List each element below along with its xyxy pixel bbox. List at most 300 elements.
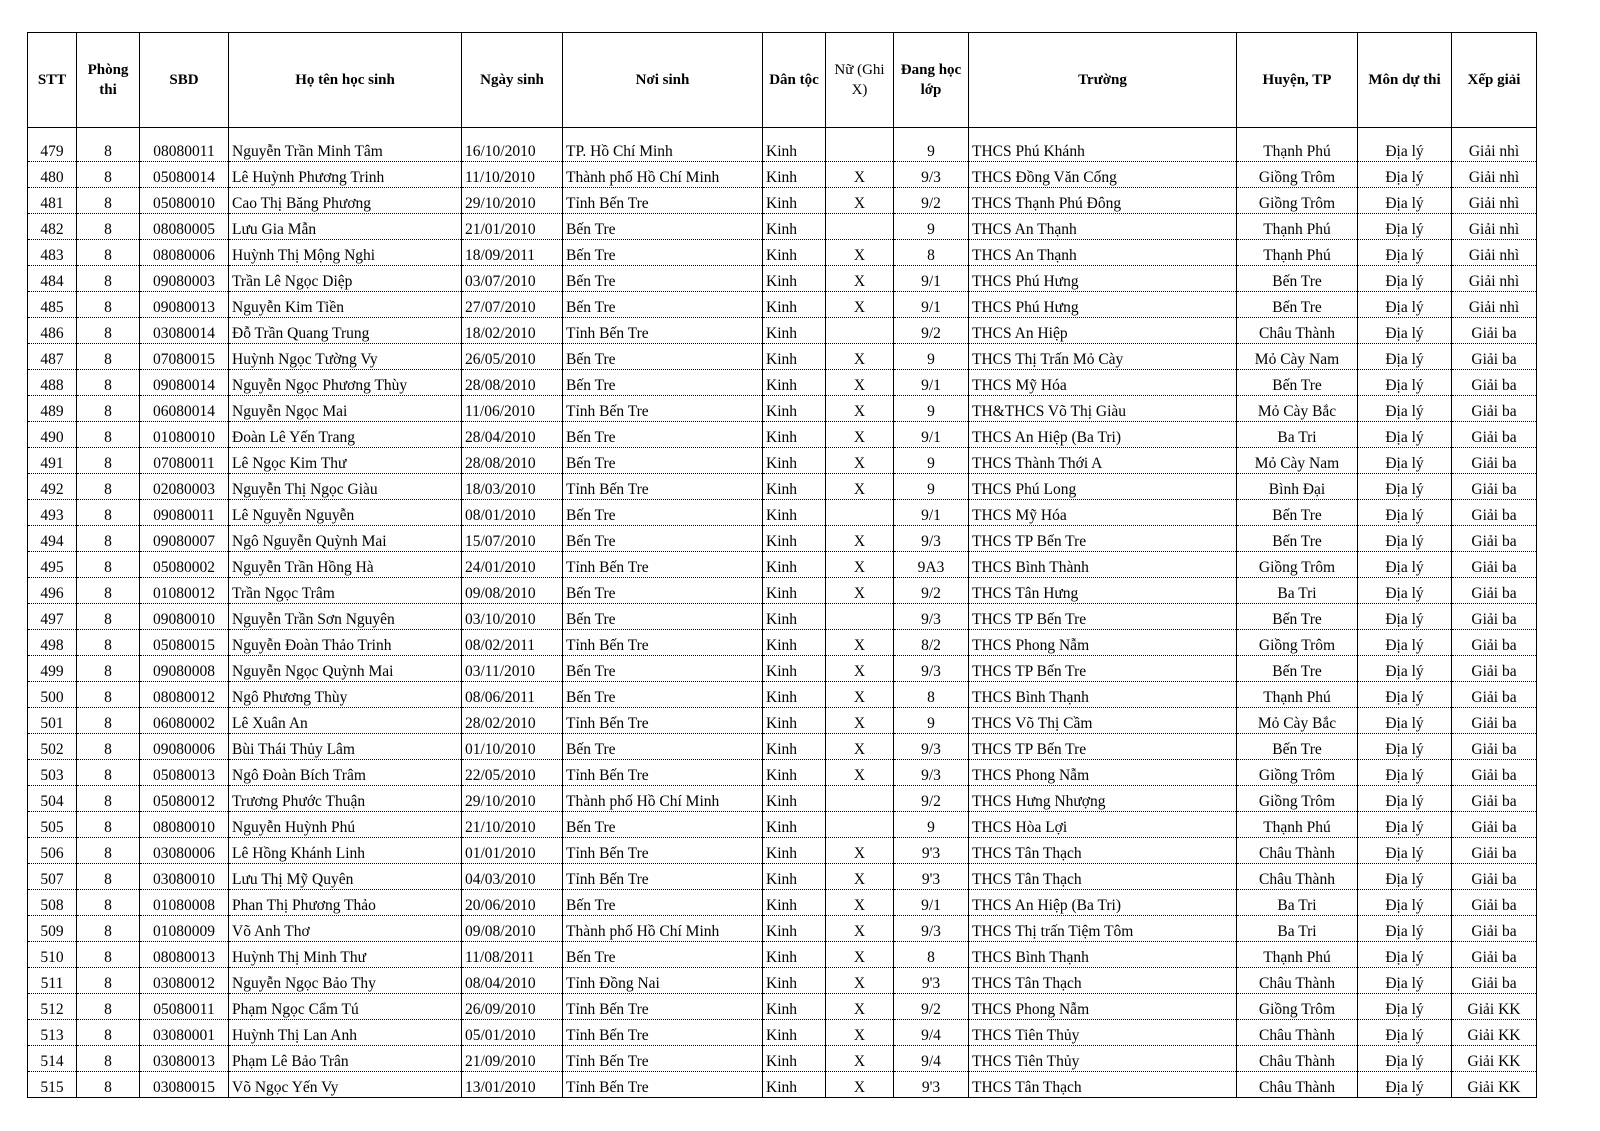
cell-lop: 9/3 (894, 656, 969, 682)
cell-nu: X (826, 552, 894, 578)
cell-sbd: 03080012 (140, 968, 229, 994)
cell-lop: 9 (894, 128, 969, 162)
cell-mon: Địa lý (1358, 786, 1452, 812)
cell-sbd: 08080011 (140, 128, 229, 162)
cell-sbd: 05080010 (140, 188, 229, 214)
cell-noi-sinh: Bến Tre (563, 682, 763, 708)
cell-ho-ten: Huỳnh Thị Lan Anh (229, 1020, 462, 1046)
cell-mon: Địa lý (1358, 916, 1452, 942)
table-row (28, 708, 1537, 734)
cell-noi-sinh: Bến Tre (563, 942, 763, 968)
cell-mon: Địa lý (1358, 448, 1452, 474)
cell-ngay-sinh: 08/04/2010 (462, 968, 563, 994)
cell-dan-toc: Kinh (763, 838, 826, 864)
cell-mon: Địa lý (1358, 188, 1452, 214)
cell-dan-toc: Kinh (763, 162, 826, 188)
cell-phong-thi: 8 (77, 526, 140, 552)
cell-ngay-sinh: 20/06/2010 (462, 890, 563, 916)
cell-stt: 489 (28, 396, 77, 422)
cell-lop: 9/1 (894, 422, 969, 448)
cell-ngay-sinh: 09/08/2010 (462, 916, 563, 942)
cell-giai: Giải nhì (1452, 292, 1537, 318)
cell-phong-thi: 8 (77, 916, 140, 942)
cell-giai: Giải ba (1452, 812, 1537, 838)
cell-ngay-sinh: 18/03/2010 (462, 474, 563, 500)
cell-mon: Địa lý (1358, 422, 1452, 448)
cell-nu: X (826, 968, 894, 994)
cell-dan-toc: Kinh (763, 128, 826, 162)
cell-phong-thi: 8 (77, 162, 140, 188)
cell-giai: Giải nhì (1452, 162, 1537, 188)
cell-lop: 8 (894, 682, 969, 708)
cell-ho-ten: Huỳnh Thị Mộng Nghi (229, 240, 462, 266)
cell-ho-ten: Phạm Lê Bảo Trân (229, 1046, 462, 1072)
cell-ho-ten: Nguyễn Thị Ngọc Giàu (229, 474, 462, 500)
cell-stt: 494 (28, 526, 77, 552)
col-header-mon: Môn dự thi (1358, 33, 1452, 128)
cell-noi-sinh: Tỉnh Bến Tre (563, 1072, 763, 1098)
cell-noi-sinh: Bến Tre (563, 214, 763, 240)
cell-noi-sinh: Thành phố Hồ Chí Minh (563, 162, 763, 188)
cell-huyen: Ba Tri (1237, 578, 1358, 604)
cell-ngay-sinh: 26/05/2010 (462, 344, 563, 370)
cell-noi-sinh: Tỉnh Bến Tre (563, 552, 763, 578)
cell-sbd: 09080011 (140, 500, 229, 526)
cell-mon: Địa lý (1358, 578, 1452, 604)
cell-truong: THCS TP Bến Tre (969, 604, 1237, 630)
cell-ho-ten: Phạm Ngọc Cẩm Tú (229, 994, 462, 1020)
cell-dan-toc: Kinh (763, 526, 826, 552)
cell-huyen: Thạnh Phú (1237, 942, 1358, 968)
table-row (28, 786, 1537, 812)
cell-sbd: 08080006 (140, 240, 229, 266)
cell-huyen: Bến Tre (1237, 500, 1358, 526)
cell-giai: Giải ba (1452, 474, 1537, 500)
cell-mon: Địa lý (1358, 734, 1452, 760)
cell-nu: X (826, 292, 894, 318)
table-row (28, 942, 1537, 968)
cell-giai: Giải KK (1452, 1020, 1537, 1046)
cell-stt: 481 (28, 188, 77, 214)
cell-lop: 9A3 (894, 552, 969, 578)
cell-giai: Giải ba (1452, 682, 1537, 708)
cell-truong: THCS Hưng Nhượng (969, 786, 1237, 812)
cell-noi-sinh: Bến Tre (563, 656, 763, 682)
cell-ngay-sinh: 03/07/2010 (462, 266, 563, 292)
cell-ngay-sinh: 28/08/2010 (462, 370, 563, 396)
cell-ho-ten: Phan Thị Phương Thảo (229, 890, 462, 916)
cell-ngay-sinh: 09/08/2010 (462, 578, 563, 604)
cell-ngay-sinh: 29/10/2010 (462, 188, 563, 214)
cell-stt: 511 (28, 968, 77, 994)
cell-ngay-sinh: 18/02/2010 (462, 318, 563, 344)
cell-lop: 9 (894, 344, 969, 370)
table-row (28, 162, 1537, 188)
cell-phong-thi: 8 (77, 630, 140, 656)
cell-truong: THCS Bình Thạnh (969, 942, 1237, 968)
cell-phong-thi: 8 (77, 240, 140, 266)
cell-truong: THCS An Thạnh (969, 240, 1237, 266)
cell-mon: Địa lý (1358, 812, 1452, 838)
cell-noi-sinh: Bến Tre (563, 240, 763, 266)
cell-nu: X (826, 188, 894, 214)
cell-mon: Địa lý (1358, 1046, 1452, 1072)
table-row (28, 396, 1537, 422)
cell-noi-sinh: Tỉnh Bến Tre (563, 396, 763, 422)
cell-dan-toc: Kinh (763, 578, 826, 604)
cell-ngay-sinh: 21/10/2010 (462, 812, 563, 838)
cell-phong-thi: 8 (77, 344, 140, 370)
cell-sbd: 06080002 (140, 708, 229, 734)
cell-stt: 506 (28, 838, 77, 864)
cell-stt: 485 (28, 292, 77, 318)
cell-mon: Địa lý (1358, 240, 1452, 266)
table-row (28, 1020, 1537, 1046)
table-row (28, 968, 1537, 994)
cell-dan-toc: Kinh (763, 266, 826, 292)
col-header-ngay-sinh: Ngày sinh (462, 33, 563, 128)
cell-phong-thi: 8 (77, 890, 140, 916)
table-row (28, 1072, 1537, 1098)
cell-ngay-sinh: 16/10/2010 (462, 128, 563, 162)
cell-truong: THCS Tân Thạch (969, 968, 1237, 994)
cell-noi-sinh: Tỉnh Bến Tre (563, 630, 763, 656)
table-row (28, 656, 1537, 682)
cell-ho-ten: Lưu Gia Mẫn (229, 214, 462, 240)
cell-stt: 497 (28, 604, 77, 630)
cell-sbd: 08080012 (140, 682, 229, 708)
cell-stt: 484 (28, 266, 77, 292)
cell-lop: 9/3 (894, 604, 969, 630)
cell-huyen: Mỏ Cày Bắc (1237, 396, 1358, 422)
cell-sbd: 09080003 (140, 266, 229, 292)
cell-phong-thi: 8 (77, 1072, 140, 1098)
cell-phong-thi: 8 (77, 994, 140, 1020)
cell-sbd: 03080001 (140, 1020, 229, 1046)
cell-mon: Địa lý (1358, 890, 1452, 916)
cell-dan-toc: Kinh (763, 734, 826, 760)
cell-ngay-sinh: 11/06/2010 (462, 396, 563, 422)
cell-stt: 507 (28, 864, 77, 890)
cell-huyen: Châu Thành (1237, 318, 1358, 344)
cell-sbd: 03080014 (140, 318, 229, 344)
cell-truong: THCS Mỹ Hóa (969, 370, 1237, 396)
cell-stt: 482 (28, 214, 77, 240)
cell-nu: X (826, 162, 894, 188)
cell-phong-thi: 8 (77, 656, 140, 682)
cell-phong-thi: 8 (77, 500, 140, 526)
cell-ngay-sinh: 04/03/2010 (462, 864, 563, 890)
cell-nu: X (826, 578, 894, 604)
cell-ngay-sinh: 15/07/2010 (462, 526, 563, 552)
cell-lop: 9/3 (894, 162, 969, 188)
cell-ngay-sinh: 28/08/2010 (462, 448, 563, 474)
cell-noi-sinh: Tỉnh Bến Tre (563, 188, 763, 214)
cell-huyen: Châu Thành (1237, 1046, 1358, 1072)
cell-lop: 9'3 (894, 864, 969, 890)
cell-sbd: 01080008 (140, 890, 229, 916)
cell-sbd: 08080010 (140, 812, 229, 838)
table-row (28, 760, 1537, 786)
cell-nu: X (826, 708, 894, 734)
cell-noi-sinh: Bến Tre (563, 448, 763, 474)
cell-dan-toc: Kinh (763, 370, 826, 396)
cell-ho-ten: Lê Xuân An (229, 708, 462, 734)
cell-nu: X (826, 1046, 894, 1072)
cell-phong-thi: 8 (77, 128, 140, 162)
cell-dan-toc: Kinh (763, 344, 826, 370)
cell-huyen: Châu Thành (1237, 864, 1358, 890)
col-header-phong-thi: Phòng thi (77, 33, 140, 128)
cell-dan-toc: Kinh (763, 604, 826, 630)
cell-stt: 515 (28, 1072, 77, 1098)
cell-noi-sinh: Bến Tre (563, 292, 763, 318)
cell-sbd: 05080015 (140, 630, 229, 656)
cell-noi-sinh: Bến Tre (563, 266, 763, 292)
cell-noi-sinh: Tỉnh Bến Tre (563, 708, 763, 734)
table-row (28, 890, 1537, 916)
cell-nu: X (826, 370, 894, 396)
cell-truong: THCS Phong Nẫm (969, 630, 1237, 656)
cell-noi-sinh: Bến Tre (563, 422, 763, 448)
cell-mon: Địa lý (1358, 1072, 1452, 1098)
cell-ho-ten: Ngô Đoàn Bích Trâm (229, 760, 462, 786)
cell-giai: Giải ba (1452, 708, 1537, 734)
cell-mon: Địa lý (1358, 708, 1452, 734)
cell-sbd: 09080013 (140, 292, 229, 318)
cell-phong-thi: 8 (77, 734, 140, 760)
cell-stt: 509 (28, 916, 77, 942)
table-row (28, 864, 1537, 890)
table-row (28, 292, 1537, 318)
cell-truong: THCS Mỹ Hóa (969, 500, 1237, 526)
cell-giai: Giải ba (1452, 526, 1537, 552)
results-table (27, 32, 1537, 1098)
cell-noi-sinh: Bến Tre (563, 370, 763, 396)
cell-giai: Giải nhì (1452, 240, 1537, 266)
cell-dan-toc: Kinh (763, 682, 826, 708)
cell-mon: Địa lý (1358, 474, 1452, 500)
cell-sbd: 07080011 (140, 448, 229, 474)
cell-stt: 488 (28, 370, 77, 396)
cell-dan-toc: Kinh (763, 318, 826, 344)
cell-ngay-sinh: 28/02/2010 (462, 708, 563, 734)
cell-huyen: Giồng Trôm (1237, 994, 1358, 1020)
cell-noi-sinh: Tỉnh Bến Tre (563, 474, 763, 500)
cell-dan-toc: Kinh (763, 422, 826, 448)
cell-lop: 9/1 (894, 266, 969, 292)
cell-nu: X (826, 422, 894, 448)
col-header-truong: Trường (969, 33, 1237, 128)
cell-mon: Địa lý (1358, 526, 1452, 552)
cell-noi-sinh: Bến Tre (563, 734, 763, 760)
cell-dan-toc: Kinh (763, 916, 826, 942)
cell-phong-thi: 8 (77, 474, 140, 500)
cell-phong-thi: 8 (77, 604, 140, 630)
cell-dan-toc: Kinh (763, 500, 826, 526)
cell-phong-thi: 8 (77, 760, 140, 786)
cell-dan-toc: Kinh (763, 552, 826, 578)
cell-giai: Giải ba (1452, 318, 1537, 344)
cell-phong-thi: 8 (77, 864, 140, 890)
cell-truong: THCS Thị trấn Tiệm Tôm (969, 916, 1237, 942)
col-header-lop: Đang học lớp (894, 33, 969, 128)
cell-giai: Giải ba (1452, 968, 1537, 994)
cell-nu: X (826, 734, 894, 760)
cell-ngay-sinh: 01/10/2010 (462, 734, 563, 760)
cell-dan-toc: Kinh (763, 760, 826, 786)
cell-nu (826, 500, 894, 526)
table-row (28, 344, 1537, 370)
cell-ho-ten: Ngô Phương Thùy (229, 682, 462, 708)
table-row (28, 370, 1537, 396)
cell-lop: 9 (894, 448, 969, 474)
cell-huyen: Bến Tre (1237, 604, 1358, 630)
cell-stt: 510 (28, 942, 77, 968)
cell-huyen: Mỏ Cày Nam (1237, 448, 1358, 474)
cell-mon: Địa lý (1358, 760, 1452, 786)
cell-huyen: Giồng Trôm (1237, 760, 1358, 786)
cell-sbd: 09080014 (140, 370, 229, 396)
cell-ho-ten: Đoàn Lê Yến Trang (229, 422, 462, 448)
table-row (28, 422, 1537, 448)
cell-truong: THCS Tiên Thủy (969, 1046, 1237, 1072)
cell-lop: 8 (894, 240, 969, 266)
cell-ho-ten: Huỳnh Ngọc Tường Vy (229, 344, 462, 370)
table-row (28, 214, 1537, 240)
cell-nu: X (826, 942, 894, 968)
cell-truong: THCS Phú Hưng (969, 292, 1237, 318)
cell-truong: THCS Phong Nẫm (969, 760, 1237, 786)
table-row (28, 578, 1537, 604)
cell-lop: 8 (894, 942, 969, 968)
cell-sbd: 01080012 (140, 578, 229, 604)
cell-dan-toc: Kinh (763, 448, 826, 474)
cell-truong: THCS Thạnh Phú Đông (969, 188, 1237, 214)
cell-giai: Giải ba (1452, 656, 1537, 682)
cell-ho-ten: Ngô Nguyễn Quỳnh Mai (229, 526, 462, 552)
cell-lop: 9/3 (894, 916, 969, 942)
cell-huyen: Châu Thành (1237, 1020, 1358, 1046)
cell-nu (826, 128, 894, 162)
cell-mon: Địa lý (1358, 292, 1452, 318)
cell-giai: Giải ba (1452, 500, 1537, 526)
cell-dan-toc: Kinh (763, 890, 826, 916)
cell-mon: Địa lý (1358, 682, 1452, 708)
cell-sbd: 06080014 (140, 396, 229, 422)
cell-dan-toc: Kinh (763, 942, 826, 968)
cell-truong: THCS Thành Thới A (969, 448, 1237, 474)
table-row (28, 1046, 1537, 1072)
cell-stt: 512 (28, 994, 77, 1020)
table-row (28, 188, 1537, 214)
cell-noi-sinh: Thành phố Hồ Chí Minh (563, 916, 763, 942)
cell-phong-thi: 8 (77, 1046, 140, 1072)
cell-noi-sinh: Tỉnh Bến Tre (563, 838, 763, 864)
cell-dan-toc: Kinh (763, 396, 826, 422)
cell-sbd: 02080003 (140, 474, 229, 500)
cell-ho-ten: Lê Huỳnh Phương Trinh (229, 162, 462, 188)
cell-sbd: 01080010 (140, 422, 229, 448)
cell-huyen: Thạnh Phú (1237, 812, 1358, 838)
cell-mon: Địa lý (1358, 864, 1452, 890)
cell-giai: Giải ba (1452, 734, 1537, 760)
cell-giai: Giải ba (1452, 838, 1537, 864)
cell-truong: THCS Tân Thạch (969, 838, 1237, 864)
cell-dan-toc: Kinh (763, 1020, 826, 1046)
cell-stt: 495 (28, 552, 77, 578)
table-row (28, 500, 1537, 526)
cell-giai: Giải ba (1452, 864, 1537, 890)
cell-nu: X (826, 1020, 894, 1046)
cell-noi-sinh: Bến Tre (563, 500, 763, 526)
cell-ho-ten: Trần Lê Ngọc Diệp (229, 266, 462, 292)
cell-phong-thi: 8 (77, 942, 140, 968)
cell-stt: 514 (28, 1046, 77, 1072)
cell-ngay-sinh: 11/08/2011 (462, 942, 563, 968)
cell-truong: THCS An Hiệp (969, 318, 1237, 344)
cell-nu: X (826, 266, 894, 292)
cell-mon: Địa lý (1358, 994, 1452, 1020)
cell-dan-toc: Kinh (763, 786, 826, 812)
table-row (28, 128, 1537, 162)
cell-ho-ten: Nguyễn Huỳnh Phú (229, 812, 462, 838)
table-row (28, 838, 1537, 864)
cell-lop: 9 (894, 474, 969, 500)
cell-phong-thi: 8 (77, 292, 140, 318)
cell-lop: 9/1 (894, 500, 969, 526)
cell-ho-ten: Nguyễn Ngọc Mai (229, 396, 462, 422)
cell-ho-ten: Lê Ngọc Kim Thư (229, 448, 462, 474)
cell-truong: THCS Tân Thạch (969, 864, 1237, 890)
cell-ngay-sinh: 08/01/2010 (462, 500, 563, 526)
cell-ho-ten: Nguyễn Kim Tiền (229, 292, 462, 318)
cell-ngay-sinh: 13/01/2010 (462, 1072, 563, 1098)
cell-huyen: Bình Đại (1237, 474, 1358, 500)
cell-noi-sinh: Bến Tre (563, 890, 763, 916)
cell-sbd: 03080015 (140, 1072, 229, 1098)
cell-sbd: 05080002 (140, 552, 229, 578)
table-row (28, 552, 1537, 578)
cell-ho-ten: Võ Ngọc Yến Vy (229, 1072, 462, 1098)
cell-stt: 493 (28, 500, 77, 526)
cell-huyen: Bến Tre (1237, 370, 1358, 396)
col-header-giai: Xếp giải (1452, 33, 1537, 128)
cell-ho-ten: Bùi Thái Thủy Lâm (229, 734, 462, 760)
cell-giai: Giải nhì (1452, 128, 1537, 162)
col-header-huyen: Huyện, TP (1237, 33, 1358, 128)
cell-noi-sinh: Thành phố Hồ Chí Minh (563, 786, 763, 812)
cell-ho-ten: Nguyễn Đoàn Thảo Trinh (229, 630, 462, 656)
cell-nu (826, 786, 894, 812)
cell-noi-sinh: Tỉnh Bến Tre (563, 760, 763, 786)
cell-huyen: Giồng Trôm (1237, 552, 1358, 578)
cell-lop: 9/3 (894, 760, 969, 786)
cell-stt: 490 (28, 422, 77, 448)
cell-ngay-sinh: 24/01/2010 (462, 552, 563, 578)
cell-stt: 498 (28, 630, 77, 656)
cell-stt: 491 (28, 448, 77, 474)
col-header-nu: Nữ (Ghi X) (826, 33, 894, 128)
cell-ho-ten: Nguyễn Trần Minh Tâm (229, 128, 462, 162)
cell-truong: THCS Phú Khánh (969, 128, 1237, 162)
cell-truong: THCS TP Bến Tre (969, 656, 1237, 682)
cell-mon: Địa lý (1358, 1020, 1452, 1046)
cell-dan-toc: Kinh (763, 708, 826, 734)
cell-dan-toc: Kinh (763, 240, 826, 266)
table-row (28, 604, 1537, 630)
cell-nu: X (826, 656, 894, 682)
